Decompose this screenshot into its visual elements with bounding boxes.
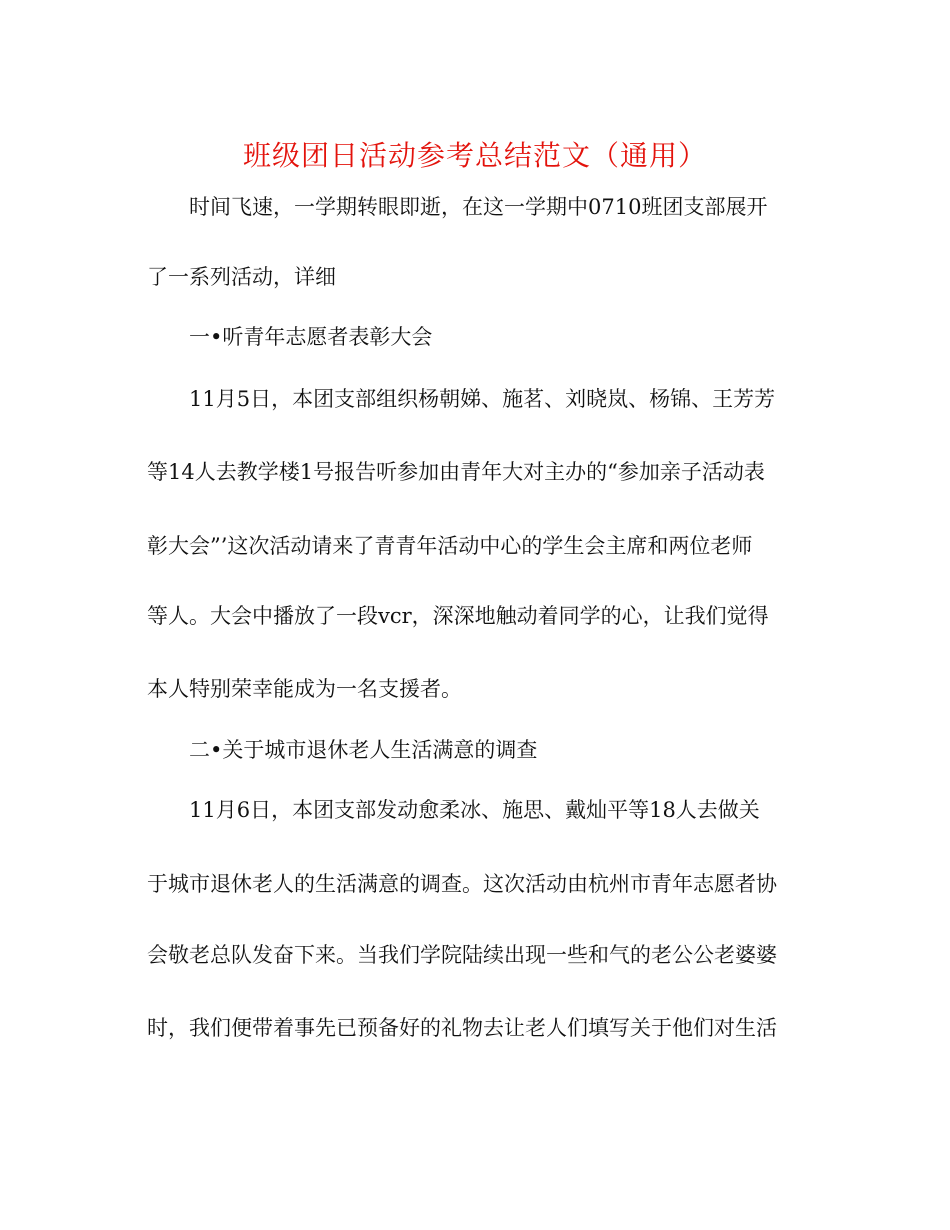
paragraph-line: 了一系列活动，详细 xyxy=(147,265,336,289)
paragraph-line: 会敬老总队发奋下来。当我们学院陆续出现一些和气的老公公老婆婆 xyxy=(147,943,777,967)
paragraph-line: 于城市退休老人的生活满意的调查。这次活动由杭州市青年志愿者协 xyxy=(147,872,777,896)
paragraph-line: 彰大会”’这次活动请来了青青年活动中心的学生会主席和两位老师 xyxy=(147,534,753,558)
paragraph-line: 等人。大会中播放了一段vcr，深深地触动着同学的心，让我们觉得 xyxy=(147,604,769,628)
section-heading: 二•关于城市退休老人生活满意的调查 xyxy=(189,738,538,762)
paragraph-line: 本人特别荣幸能成为一名支援者。 xyxy=(147,677,462,701)
paragraph-line: 等14人去教学楼1号报告听参加由青年大对主办的“参加亲子活动表 xyxy=(147,460,765,484)
paragraph-line: 时，我们便带着事先已预备好的礼物去让老人们填写关于他们对生活 xyxy=(147,1016,777,1040)
paragraph-line: 11月6日，本团支部发动愈柔冰、施思、戴灿平等18人去做关 xyxy=(189,798,760,822)
paragraph-line: 11月5日，本团支部组织杨朝娣、施茗、刘晓岚、杨锦、王芳芳 xyxy=(189,387,776,411)
section-heading: 一•听青年志愿者表彰大会 xyxy=(189,325,433,349)
document-title: 班级团日活动参考总结范文（通用） xyxy=(242,139,707,172)
paragraph-line: 时间飞速，一学期转眼即逝，在这一学期中0710班团支部展开 xyxy=(189,195,768,219)
